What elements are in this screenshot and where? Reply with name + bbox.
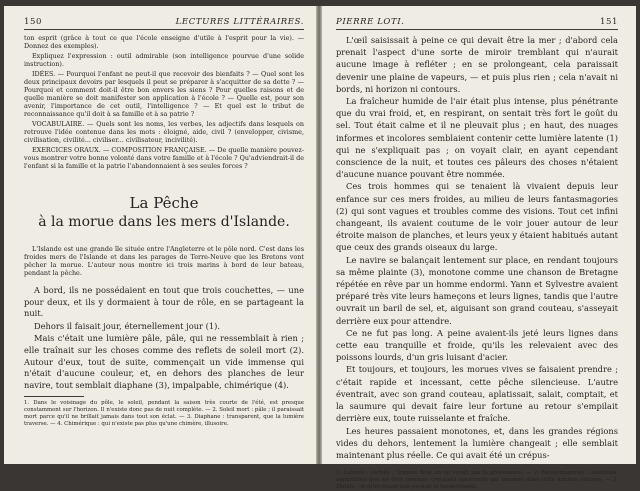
body-paragraph: Ces trois hommes qui se tenaient là vivaient depuis leur enfance sur ces mers froides, au milieu de leurs fantasmagories (2) qui sont vagues et troubles comme des visions. Tout cet infini changeant, ils avaient coutume de le voir jouer autour de leur étroite maison de planches, et leurs yeux y étaient habitués autant que ceux des grands oiseaux du large. bbox=[336, 181, 618, 253]
page-number: 151 bbox=[599, 17, 618, 27]
chapter-title bbox=[24, 194, 304, 231]
body-paragraph: A bord, ils ne possédaient en tout que trois couchettes, — une pour deux, et ils y dormaient à tour de rôle, en se partageant la nuit. bbox=[24, 285, 304, 319]
footnote-rule bbox=[336, 466, 396, 467]
footnote-rule bbox=[24, 396, 84, 397]
body-paragraph: Dehors il faisait jour, éternellement jour (1). bbox=[34, 320, 221, 331]
running-title: LECTURES LITTÉRAIRES. bbox=[175, 17, 304, 27]
body-paragraph: Mais c'était une lumière pâle, pâle, qui ne ressemblait à rien ; elle traînait sur les choses comme des reflets de soleil mort (2). Autour d'eux, tout de suite, commençait un vide immense qui n'était d'aucune couleur, et, en dehors des planches de leur navire, tout semblait diaphane (3), impalpable, chimérique (4). bbox=[24, 333, 304, 390]
chapter-title-line-2: à la morue dans les mers d'Islande. bbox=[38, 214, 290, 230]
question-paragraph: EXERCICES ORAUX. — COMPOSITION FRANÇAISE. — De quelle manière pouvez-vous montrer votre bonne volonté dans votre famille et à l'école ? Qu'adviendrait-il de l'enfant si la famille et la patrie l'abandonnaient à ses seules forces ? bbox=[24, 146, 304, 170]
question-paragraph: Expliquez l'expression : outil admirable (son intelligence pourvue d'une solide instruction). bbox=[24, 52, 304, 68]
running-title: PIERRE LOTI. bbox=[336, 17, 405, 27]
question-paragraph: VOCABULAIRE. — Quels sont les noms, les verbes, les adjectifs dans lesquels on retrouve l'idée contenue dans les mots : éloigné, aide, civil ? (envelopper, civisme, civilisation, civilité... civiliser... civilisateur, incivilité). bbox=[24, 120, 304, 144]
footnotes: 1. Dans le voisinage du pôle, le soleil, pendant la saison très courte de l'été, est presque constamment sur l'horizon. Il n'existe donc pas de nuit complète. — 2. Soleil mort : pâle ; il paraissait mort parce qu'il ne brillait jamais dans tout son éclat. — 3. Diaphane : transparent, que la lumière traverse. — 4. Chimérique : qui n'existe pas plus qu'une chimère, illusoire. bbox=[24, 400, 304, 428]
page-number: 150 bbox=[24, 17, 43, 27]
body-paragraph: La fraîcheur humide de l'air était plus intense, plus pénétrante que du vrai froid, et, en respirant, on sentait très fort le goût du sel. Tout était calme et il ne pleuvait plus ; en haut, des nuages informes et incolores semblaient contenir cette lumière latente (1) qui ne s'expliquait pas ; on voyait clair, en ayant cependant conscience de la nuit, et toutes ces pâleurs des choses n'étaient d'aucune nuance pouvant être nommée. bbox=[336, 96, 618, 180]
left-page bbox=[4, 6, 316, 464]
chapter-title-line-1: La Pêche bbox=[129, 194, 199, 212]
body-paragraph: Le navire se balançait lentement sur place, en rendant toujours sa même plainte (3), monotone comme une chanson de Bretagne répétée en rêve par un homme endormi. Yann et Sylvestre avaient préparé très vite leurs hameçons et leurs lignes, tandis que l'autre ouvrait un baril de sel, et, aiguisant son grand couteau, s'asseyait derrière eux pour attendre. bbox=[336, 254, 618, 326]
footnotes: 1. Latente : cachée ; lumière dont on ne voyait pas la provenance. — 2. Fantasmagories : fantômes, apparitions que les trois hommes croyaient apercevoir par moment dans cette lumière étrange. — 3. Plainte : le grincement que produit le balancement. bbox=[336, 470, 618, 491]
body-paragraph: L'œil saisissait à peine ce qui devait être la mer ; d'abord cela prenait l'aspect d'une sorte de miroir tremblant qui n'aurait aucune image à refléter ; en se prolongeant, cela paraissait devenir une plaine de vapeurs, — et puis plus rien ; cela n'avait ni bords, ni horizon ni contours. bbox=[336, 35, 618, 94]
question-paragraph: ton esprit (grâce à tout ce que l'école enseigne d'utile à l'esprit pour la vie). — Donnez des exemples). bbox=[24, 34, 304, 50]
right-page bbox=[322, 6, 636, 491]
chapter-introduction: L'Islande est une grande île située entre l'Angleterre et le pôle nord. C'est dans les froides mers de l'Islande et dans les parages de Terre-Neuve que les Bretons vont pêcher la morue. L'auteur nous montre ici trois marins à bord de leur bateau, pendant la pêche. bbox=[24, 245, 304, 277]
body-paragraph: Les heures passaient monotones, et, dans les grandes régions vides du dehors, lentement la lumière changeait ; elle semblait maintenant plus réelle. Ce qui avait été un crépus- bbox=[336, 425, 618, 460]
question-paragraph: IDÉES. — Pourquoi l'enfant ne peut-il que recevoir des bienfaits ? — Quel sont les deux principaux devoirs par lesquels il peut se préparer à s'acquitter de sa dette ? — Pourquoi et comment doit-il être bon envers les siens ? Pour quelles raisons et de quelle manière se doit manifester son application à l'école ? — Quelle est, pour son avenir, l'importance de cet outil, l'intelligence ? — Et quel est le tribut de reconnaissance qu'il doit à sa famille et à sa patrie ? bbox=[24, 70, 304, 118]
body-paragraph: Ce ne fut pas long. A peine avaient-ils jeté leurs lignes dans cette eau tranquille et froide, qu'ils les relevaient avec des poissons lourds, d'un gris luisant d'acier. bbox=[336, 327, 618, 363]
left-page-header bbox=[24, 17, 304, 30]
right-page-header bbox=[336, 17, 618, 30]
body-paragraph: Et toujours, et toujours, les morues vives se faisaient prendre ; c'était rapide et incessant, cette pêche silencieuse. L'autre éventrait, avec son grand couteau, aplatissait, salait, comptait, et la saumure qui devait faire leur fortune au retour s'empilait derrière eux, toute ruisselante et fraîche. bbox=[336, 364, 618, 424]
